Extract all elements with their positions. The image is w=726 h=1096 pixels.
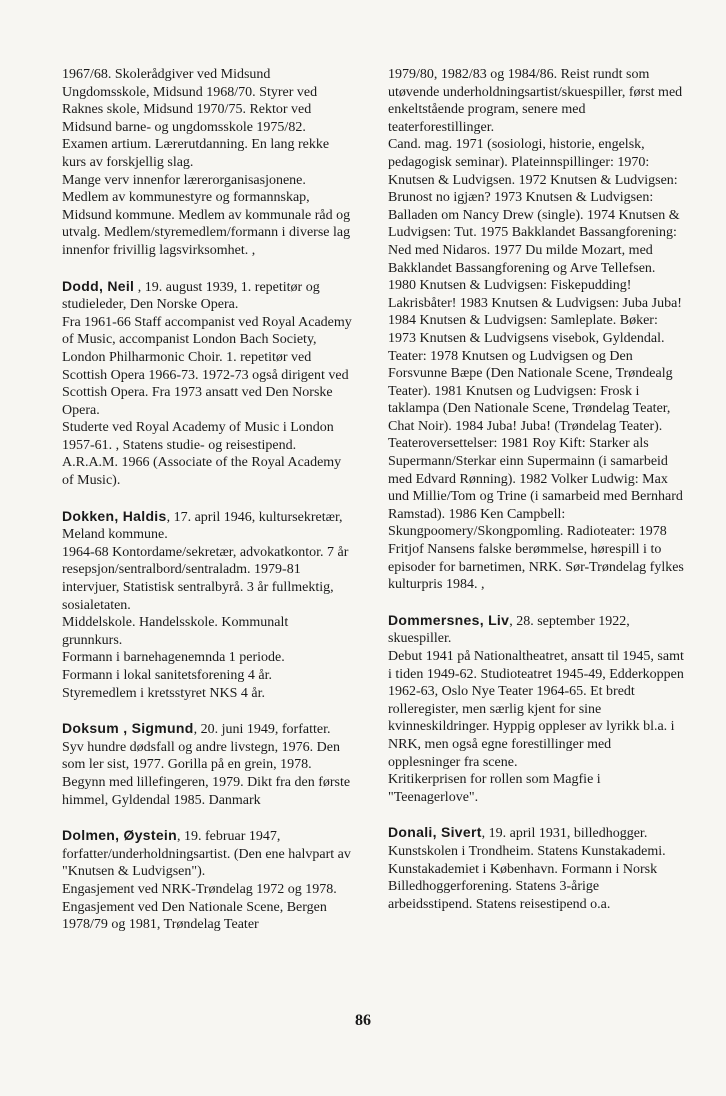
entry-dolmen-oystein — [62, 827, 352, 934]
entry-name: Dokken, Haldis — [62, 507, 167, 524]
entry-line: Formann i lokal sanitetsforening 4 år. — [62, 668, 272, 683]
entry-dommersnes-liv — [388, 612, 684, 807]
entry-line: Debut 1941 på Nationaltheatret, ansatt til 1945, samt i tiden 1949-62. Studioteatret 1945-49, Edderkoppen 1962-63, Oslo Nye Teater 1964-65. Et bredt rolleregister, men særlig kjent for sine kvinneskildringer. Hyppig oppleser av lyrikk bl.a. i NRK, men også egne forestillinger med opplesninger fra scene. — [388, 649, 684, 770]
entry-doksum-sigmund — [62, 720, 352, 809]
entry-name: Doksum , Sigmund — [62, 720, 194, 737]
entry-line: 1967/68. Skolerådgiver ved Midsund Ungdomsskole, Midsund 1968/70. Styrer ved Raknes skole, Midsund 1970/75. Rektor ved Midsund barne- og ungdomsskole 1975/82. — [62, 67, 318, 135]
entry-line: Styremedlem i kretsstyret NKS 4 år. — [62, 685, 265, 701]
entry-intro: , 19. februar 1947, forfatter/underholdningsartist. (Den ene halvpart av "Knutsen & Ludvigsen"). — [62, 829, 351, 880]
entry-line: Kunstskolen i Trondheim. Statens Kunstakademi. Kunstakademiet i København. Formann i Norsk Billedhoggerforening. Statens 3-årige arbeidsstipend. Statens reisestipend o.a. — [388, 843, 666, 912]
entry-line: Mange verv innenfor lærerorganisasjonene. — [62, 172, 306, 188]
right-column — [388, 66, 684, 931]
entry-heading — [62, 720, 352, 739]
left-column — [62, 66, 352, 952]
continued-entry — [62, 66, 352, 260]
entry-name: Dodd, Neil — [62, 277, 135, 294]
entry-name: Dolmen, Øystein — [62, 827, 177, 844]
entry-line: Medlem av kommunestyre og formannskap, Midsund kommune. Medlem av kommunale råd og utvalg. Medlem/styremedlem/formann i diverse lag innenfor frivillig lagsvirksomhet. , — [62, 190, 351, 258]
entry-line: 1979/80, 1982/83 og 1984/86. Reist rundt som utøvende underholdningsartist/skuespiller, først med enkeltstående program, senere med teaterforestillinger. — [388, 67, 683, 135]
entry-intro: , 19. august 1939, 1. repetitør og studieleder, Den Norske Opera. — [62, 279, 320, 313]
entry-intro: , 17. april 1946, kultursekretær, Meland kommune. — [62, 509, 343, 543]
entry-line: Cand. mag. 1971 (sosiologi, historie, engelsk, pedagogisk seminar). Plateinnspillinger: 1970: Knutsen & Ludvigsen. 1972 Knutsen & Ludvigsen: Brunost no igjæn? 1973 Knutsen & Ludvigsen: Balladen om Nancy Drew (single). 1974 Knutsen & Ludvigsen: Tut. 1975 Bakklandet Bassangforening: Ned med Nidaros. 1977 Du milde Mozart, med Bakklandet Bassangforening og Arve Tellefsen. 1980 Knutsen & Ludvigsen: Fiskepudding! Lakrisbåter! 1983 Knutsen & Ludvigsen: Juba Juba! 1984 Knutsen & Ludvigsen: Samleplate. Bøker: 1973 Knutsen & Ludvigsens visebok, Gyldendal. Teater: 1978 Knutsen og Ludvigsen og Den Forsvunne Bæpe (Den Nationale Scene, Trøndealg Teater). 1981 Knutsen og Ludvigsen: Frosk i taklampa (Den Nationale Scene, Trøndelag Teater, Chat Noir). 1984 Juba! Juba! (Trøndelag Teater). Teateroversettelser: 1981 Roy Kift: Starker als Supermann/Sterkar einn Supermainn (i samarbeid med Edvard Rønning). 1982 Volker Ludwig: Max und Millie/Tom og Trine (i samarbeid med Bernhard Ramstad). 1986 Ken Campbell: Skungpoomery/Skongpomling. Radioteater: 1978 Fritjof Nansens falske berømmelse, hørespill i to episoder for barnetimen, NRK. Sør-Trøndelag fylkes kulturpris 1984. , — [388, 137, 684, 593]
entry-name: Dommersnes, Liv — [388, 611, 510, 628]
page-number: 86 — [355, 1012, 371, 1029]
entry-dokken-haldis — [62, 508, 352, 703]
entry-line: Syv hundre dødsfall og andre livstegn, 1976. Den som ler sist, 1977. Gorilla på en grein, 1978. Begynn med lillefingeren, 1979. Dikt fra den første himmel, Gyldendal 1985. Danmark — [62, 739, 351, 808]
entry-heading — [388, 612, 684, 648]
entry-line: Examen artium. Lærerutdanning. En lang rekke kurs av forskjellig slag. — [62, 137, 330, 170]
entry-line: Studerte ved Royal Academy of Music i London 1957-61. , Statens studie- og reisestipend. A.R.A.M. 1966 (Associate of the Royal Academy of Music). — [62, 420, 342, 489]
entry-heading — [62, 508, 352, 544]
entry-intro: , 28. september 1922, skuespiller. — [388, 613, 630, 647]
entry-heading — [62, 278, 352, 314]
entry-name: Donali, Sivert — [388, 824, 482, 841]
entry-line: Formann i barnehagenemnda 1 periode. — [62, 650, 285, 666]
entry-intro: , 19. april 1931, billedhogger. — [481, 826, 648, 842]
entry-heading — [62, 827, 352, 881]
entry-line: Kritikerprisen for rollen som Magfie i "Teenagerlove". — [388, 772, 601, 805]
entry-intro: , 20. juni 1949, forfatter. — [193, 722, 331, 738]
entry-dodd-neil — [62, 278, 352, 490]
entry-line: Engasjement ved NRK-Trøndelag 1972 og 1978. Engasjement ved Den Nationale Scene, Bergen 1978/79 og 1981, Trøndelag Teater — [62, 881, 337, 933]
entry-line: 1964-68 Kontordame/sekretær, advokatkontor. 7 år resepsjon/sentralbord/sentraladm. 1979-81 intervjuer, Statistisk sentralbyrå. 3 år fullmektig, sosialetaten. — [62, 544, 349, 613]
entry-line: Fra 1961-66 Staff accompanist ved Royal Academy of Music, accompanist London Bach Society, London Philharmonic Choir. 1. repetitør ved Scottish Opera 1966-73. 1972-73 også dirigent ved Scottish Opera. Fra 1973 ansatt ved Den Norske Opera. — [62, 314, 352, 418]
entry-line: Middelskole. Handelsskole. Kommunalt grunnkurs. — [62, 615, 289, 648]
entry-donali-sivert — [388, 824, 684, 913]
continued-entry — [388, 66, 684, 594]
entry-heading — [388, 824, 684, 843]
